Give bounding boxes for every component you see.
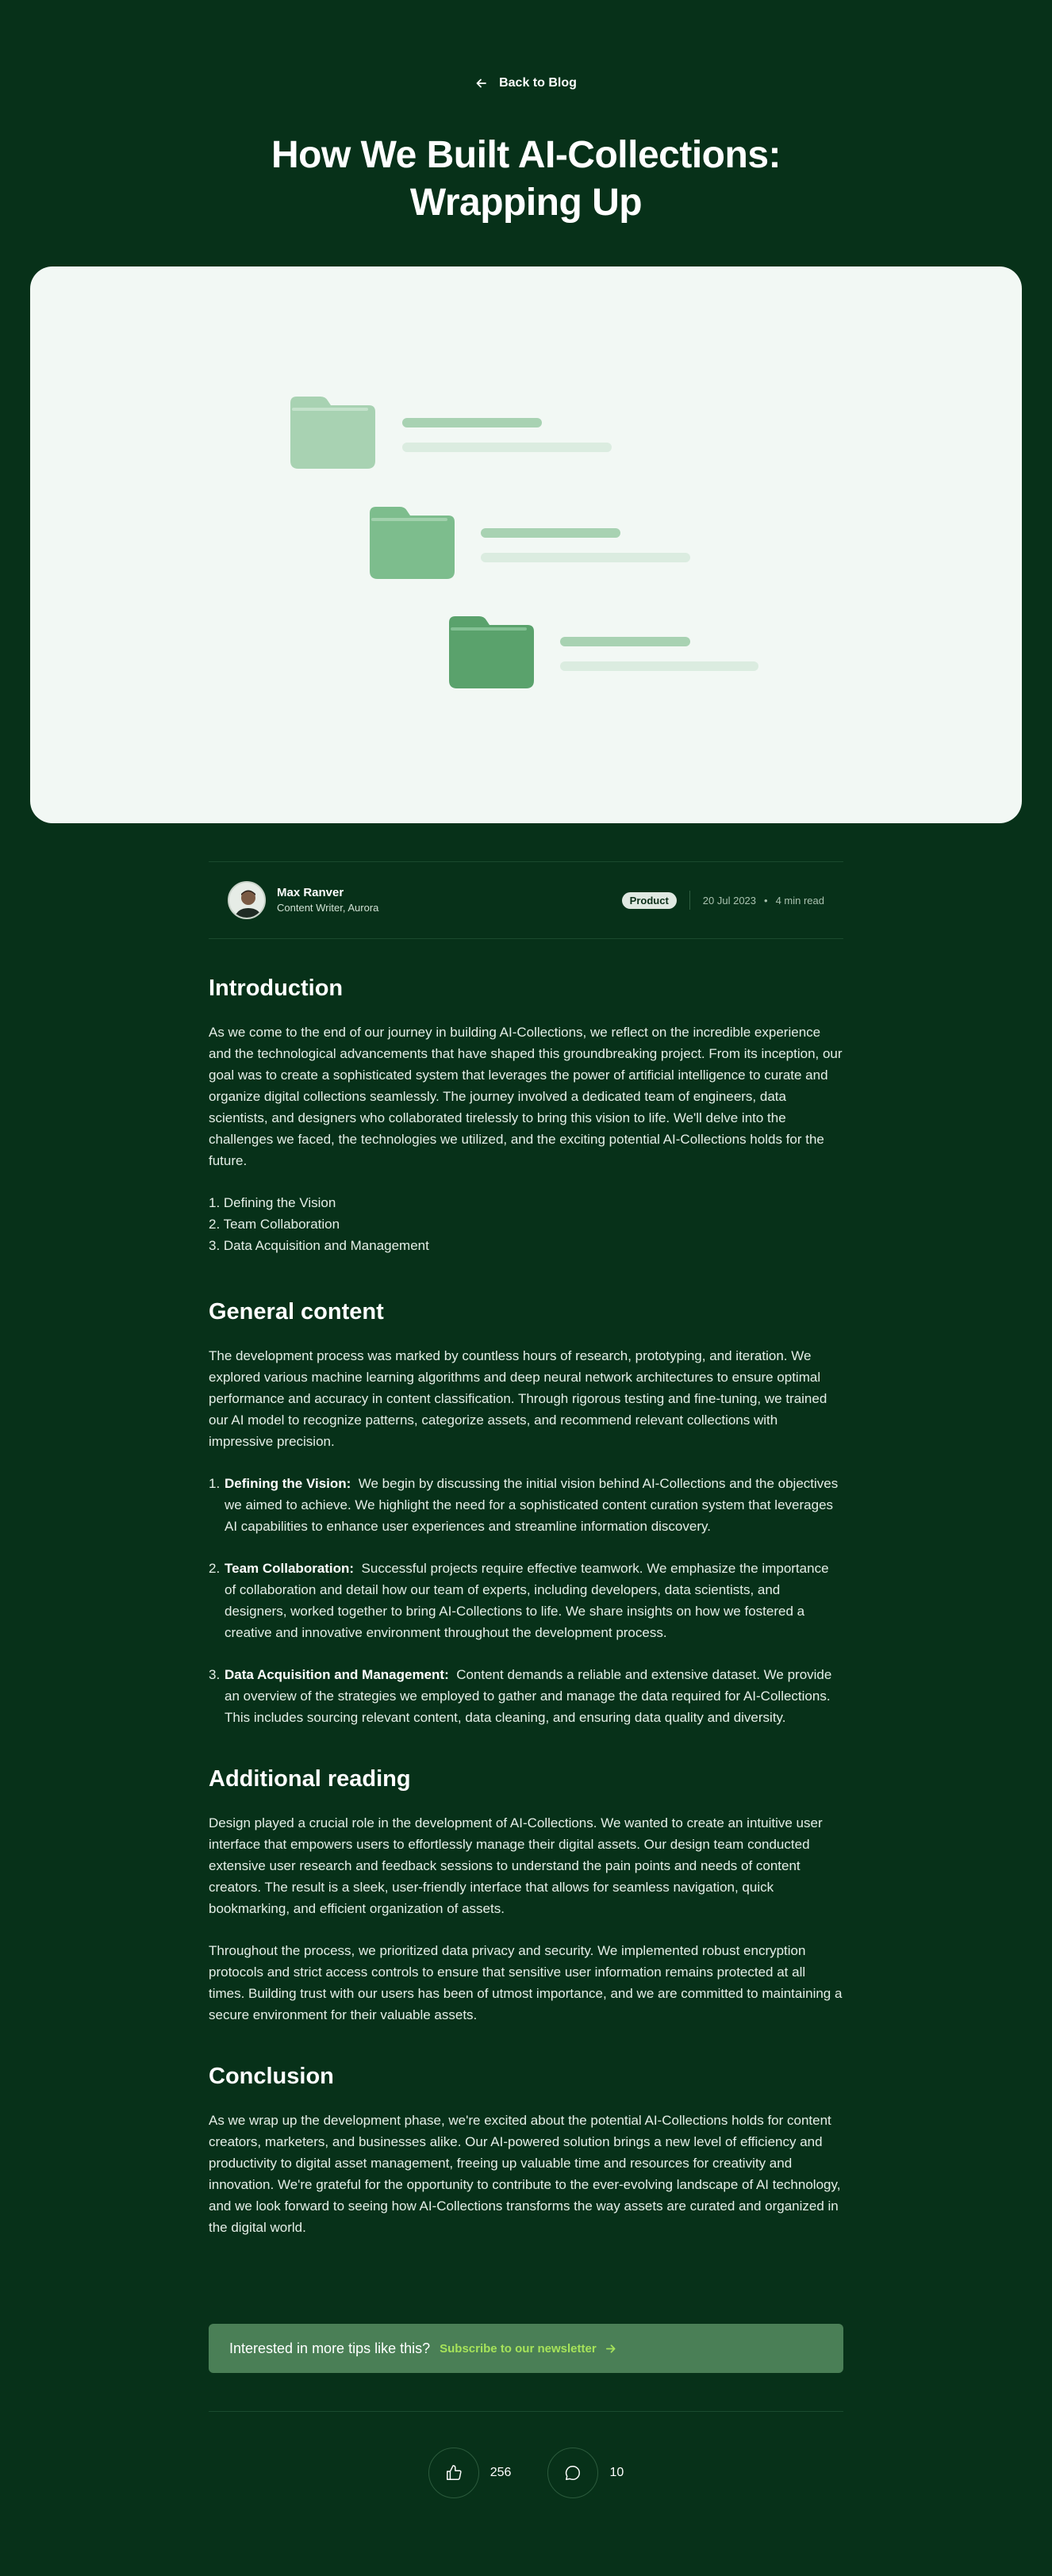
list-item-title: Defining the Vision: — [225, 1476, 351, 1491]
intro-paragraph: As we come to the end of our journey in building AI-Collections, we reflect on the incredible experience and the technological advancements that have shaped this groundbreaking project. From its inception, our goal was to create a sophisticated system that leverages the power of artificial intelligence to curate and organize digital collections seamlessly. The journey involved a dedicated team of engineers, data scientists, and designers who collaborated tirelessly to bring this vision to life. We'll delve into the challenges we faced, the technologies we utilized, and the exciting potential AI-Collections holds for the future. — [209, 1025, 843, 1168]
avatar — [228, 881, 266, 919]
folder-icon — [370, 507, 455, 579]
thumbs-up-icon — [445, 2464, 463, 2482]
back-to-blog-label: Back to Blog — [499, 76, 577, 90]
read-time: 4 min read — [775, 894, 824, 907]
back-to-blog-link[interactable] — [0, 76, 1052, 90]
divider — [689, 891, 690, 910]
author-name: Max Ranver — [277, 886, 344, 899]
line-placeholder — [560, 661, 758, 671]
comment-count: 10 — [609, 2466, 624, 2479]
author-role: Content Writer, Aurora — [277, 902, 379, 914]
article-body — [209, 972, 843, 2259]
list-item: 2. Team Collaboration — [209, 1217, 340, 1232]
title-line-1: How We Built AI-Collections: — [271, 134, 781, 176]
intro-list — [209, 1192, 843, 1256]
subscribe-label: Subscribe to our newsletter — [440, 2341, 597, 2356]
arrow-left-icon — [475, 77, 488, 90]
folders-illustration — [30, 266, 1022, 823]
line-placeholder — [402, 443, 612, 452]
publish-date: 20 Jul 2023 — [702, 894, 757, 907]
general-paragraph: The development process was marked by countless hours of research, prototyping, and iteration. We explored various machine learning algorithms and deep neural network architectures to ensure optimal performance and accuracy in content classification. Through rigorous testing and fine-tuning, we trained our AI model to recognize patterns, categorize assets, and recommend relevant collections with impressive precision. — [209, 1348, 827, 1449]
like-button[interactable] — [428, 2448, 479, 2498]
reactions-bar — [0, 2448, 1052, 2498]
list-item — [209, 1664, 843, 1728]
list-item-text: We begin by discussing the initial vision behind AI-Collections and the objectives we aimed to achieve. We highlight the need for a sophisticated content curation system that leverages AI capabilities to enhance user experiences and streamline information discovery. — [225, 1476, 839, 1534]
additional-paragraph-2: Throughout the process, we prioritized data privacy and security. We implemented robust encryption protocols and strict access controls to ensure that sensitive user information remains protected at all times. Building trust with our users has been of utmost importance, and we are committed to maintaining a secure environment for their valuable assets. — [209, 1943, 843, 2022]
comment-reaction — [547, 2448, 624, 2498]
general-heading: General content — [209, 1299, 384, 1324]
dot-separator: • — [764, 894, 768, 907]
list-item-title: Team Collaboration: — [225, 1561, 355, 1576]
line-placeholder — [560, 637, 690, 646]
category-tag[interactable]: Product — [622, 892, 677, 909]
list-item: 3. Data Acquisition and Management — [209, 1238, 429, 1253]
conclusion-paragraph: As we wrap up the development phase, we're excited about the potential AI-Collections holds for content creators, marketers, and businesses alike. Our AI-powered solution brings a new level of efficiency and productivity to digital asset management, freeing up valuable time and resources for creativity and innovation. We're grateful for the opportunity to contribute to the ever-evolving landscape of AI technology, and we look forward to seeing how AI-Collections transforms the way assets are curated and organized in the digital world. — [209, 2113, 841, 2235]
page-title — [0, 132, 1052, 227]
conclusion-heading: Conclusion — [209, 2064, 334, 2089]
general-list — [209, 1473, 843, 1728]
newsletter-prompt: Interested in more tips like this? — [229, 2340, 431, 2356]
comment-icon — [564, 2464, 582, 2482]
additional-heading: Additional reading — [209, 1766, 411, 1792]
like-reaction — [428, 2448, 512, 2498]
arrow-right-icon — [605, 2343, 616, 2355]
divider — [209, 2411, 843, 2412]
list-number: 1. — [209, 1476, 221, 1491]
additional-paragraph-1: Design played a crucial role in the development of AI-Collections. We wanted to create an intuitive user interface that empowers users to effortlessly manage their digital assets. Our design team conducted extensive user research and feedback sessions to understand the pain points and needs of content creators. The result is a sleek, user-friendly interface that allows for seamless navigation, quick bookmarking, and efficient organization of assets. — [209, 1815, 823, 1916]
line-placeholder — [481, 528, 620, 538]
folder-icon — [290, 397, 375, 469]
like-count: 256 — [490, 2466, 512, 2479]
list-item-title: Data Acquisition and Management: — [225, 1667, 449, 1682]
list-item-text: Content demands a reliable and extensive dataset. We provide an overview of the strategies we employed to gather and manage the data required for AI-Collections. This includes sourcing relevant content, data cleaning, and ensuring data quality and diversity. — [225, 1667, 832, 1725]
intro-heading: Introduction — [209, 976, 344, 1001]
list-item — [209, 1473, 843, 1537]
newsletter-banner — [209, 2324, 843, 2373]
person-icon — [229, 883, 266, 919]
list-number: 3. — [209, 1667, 221, 1682]
list-number: 2. — [209, 1561, 221, 1576]
folder-icon — [449, 616, 534, 688]
list-item: 1. Defining the Vision — [209, 1195, 336, 1210]
subscribe-link[interactable] — [440, 2342, 616, 2356]
line-placeholder — [402, 418, 542, 427]
author-bar — [209, 861, 843, 939]
hero-illustration — [30, 266, 1022, 823]
list-item — [209, 1558, 843, 1643]
title-line-2: Wrapping Up — [409, 182, 643, 224]
list-item-text: Successful projects require effective teamwork. We emphasize the importance of collaboration and detail how our team of experts, including developers, data scientists, and designers, worked together to bring AI-Collections to life. We share insights on how we fostered a creative and innovative environment throughout the development process. — [225, 1561, 829, 1640]
line-placeholder — [481, 553, 690, 562]
comment-button[interactable] — [547, 2448, 598, 2498]
